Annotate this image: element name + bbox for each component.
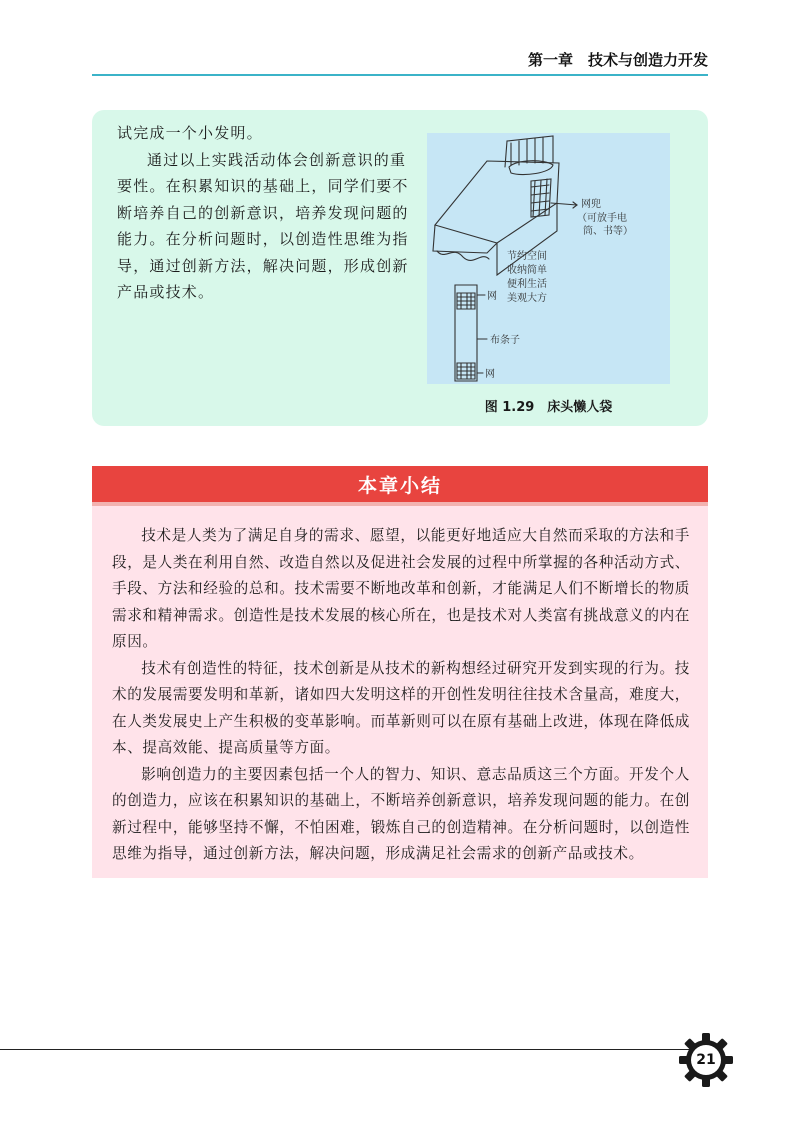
activity-paragraph: 通过以上实践活动体会创新意识的重要性。在积累知识的基础上，同学们要不断培养自己的创新意识，培养发现问题的能力。在分析问题时，以创造性思维为指导，通过创新方法，解决问题，形成创新产品或技术。 [117, 150, 409, 301]
summary-paragraph-2: 技术有创造性的特征，技术创新是从技术的新构想经过研究开发到实现的行为。技术的发展需要发明和革新，诸如四大发明这样的开创性发明往往技术含量高，难度大，在人类发展史上产生积极的变革影响。而革新则可以在原有基础上改进，体现在降低成本、提高效能、提高质量等方面。 [112, 659, 690, 756]
activity-text [117, 120, 417, 306]
summary-paragraph-3: 影响创造力的主要因素包括一个人的智力、知识、意志品质这三个方面。开发个人的创造力，应该在积累知识的基础上，不断培养创新意识，培养发现问题的能力。在创新过程中，能够坚持不懈，不怕困难，锻炼自己的创造精神。在分析问题时，以创造性思维为指导，通过创新方法，解决问题，形成满足社会需求的创新产品或技术。 [112, 765, 690, 862]
chapter-summary-text [112, 523, 690, 868]
header-divider [92, 74, 708, 76]
chapter-header-title: 第一章 技术与创造力开发 [527, 51, 708, 69]
summary-paragraph-1: 技术是人类为了满足自身的需求、愿望，以能更好地适应大自然而采取的方法和手段，是人类在利用自然、改造自然以及促进社会发展的过程中所掌握的各种活动方式、手段、方法和经验的总和。技术需要不断地改革和创新，才能满足人们不断增长的物质需求和精神需求。创造性是技术发展的核心所在，也是技术对人类富有挑战意义的内在原因。 [112, 527, 690, 650]
bed-sketch [427, 133, 670, 384]
net-top-label: 网 [487, 291, 497, 302]
bedside-pouch-figure [427, 133, 670, 384]
chapter-summary-title: 本章小结 [357, 474, 442, 497]
footer-divider [0, 1049, 700, 1050]
figure-caption: 图 1.29 床头懒人袋 [484, 400, 613, 415]
net-pocket-label: 网兜 [581, 199, 601, 210]
net-bottom-label: 网 [485, 369, 495, 380]
cloth-strip-label: 布条子 [490, 335, 520, 346]
benefit-2: 收纳简单 [507, 265, 547, 276]
benefit-3: 便利生活 [507, 279, 547, 290]
page-number: 21 [696, 1052, 716, 1068]
net-pocket-note-2: 筒、书等） [583, 226, 633, 237]
chapter-summary-banner [92, 466, 708, 506]
activity-first-line: 试完成一个小发明。 [117, 124, 263, 142]
benefit-1: 节约空间 [507, 251, 547, 262]
net-pocket-note-1: （可放手电 [577, 213, 627, 224]
benefit-4: 美观大方 [507, 293, 547, 304]
